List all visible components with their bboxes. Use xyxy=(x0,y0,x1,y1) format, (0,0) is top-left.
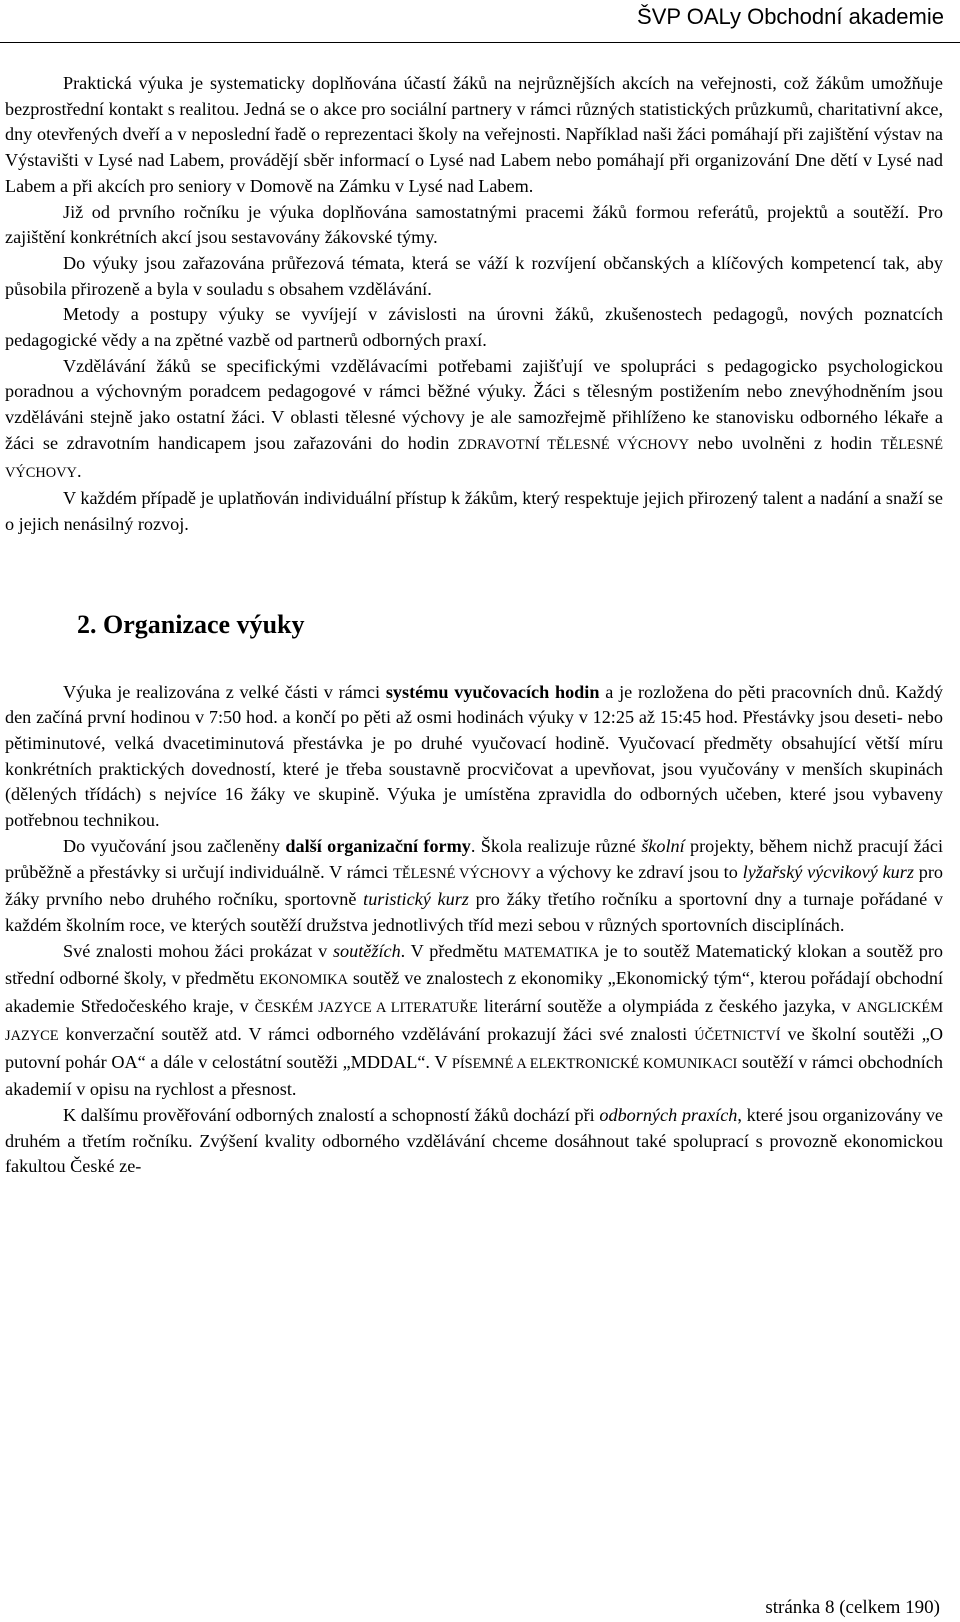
text-run: a je rozložena do pěti pracovních dnů. Každý den začíná první hodinou v 7:50 hod. a končí po pěti až osmi hodinách výuky v 12:25 až 15:45 hod. Přestávky jsou deseti- nebo pětiminutové, velká dvacetiminutová přestávka je po druhé vyučovací hodině. Vyučovací předměty obsahující větší míru konkrétních praktických dovedností, které je třeba soustavně procvičovat a upevňovat, jsou vyučovány v menších skupinách (dělených třídách) s nejvíce 16 žáky ve skupině. Výuka je umístěna zpravidla do odborných učeben, které jsou vybaveny potřebnou technikou. xyxy=(5,681,944,831)
emphasis-bold: další organizační formy xyxy=(285,835,471,856)
paragraph: Do výuky jsou zařazována průřezová témata, která se váží k rozvíjení občanských a klíčových kompetencí tak, aby působila přirozeně a byla v souladu s obsahem vzdělávání. xyxy=(5,252,943,299)
document-body xyxy=(0,71,943,1180)
paragraph xyxy=(5,834,943,939)
paragraph: V každém případě je uplatňován individuální přístup k žákům, který respektuje jejich přirozený talent a nadání a snaží se o jejich nenásilný rozvoj. xyxy=(5,488,943,534)
section-heading: 2. Organizace výuky xyxy=(77,609,305,639)
text-run: Vzdělávání žáků se specifickými vzdělávacími potřebami zajišťují ve spolupráci s pedagogicko psychologickou poradnou a výchovným poradcem pedagogové v rámci běžné výuky. Žáci s tělesným postižením nebo znevýhodněním jsou vzděláváni stejně jako ostatní žáci. V oblasti tělesné výchovy je ale samozřejmě přihlíženo ke stanovisku odborného lékaře a žáci se zdravotním handicapem jsou zařazováni do hodin xyxy=(5,355,943,453)
text-run: je to soutěž Matematický klokan a soutěž pro střední odborné školy, v předmětu xyxy=(5,940,943,989)
page-footer-number: stránka 8 (celkem 190) xyxy=(765,1597,940,1618)
subject-name: ANGLICKÉM JAZYCE xyxy=(5,1000,943,1044)
text-run: Své znalosti mohou žáci prokázat v xyxy=(63,940,333,961)
emphasis-italic: lyžařský výcvikový kurz xyxy=(742,861,914,882)
subject-name: ÚČETNICTVÍ xyxy=(694,1027,781,1044)
page-header-title: ŠVP OALy Obchodní akademie xyxy=(637,4,944,29)
paragraph xyxy=(5,680,943,834)
text-run: pro žáky třetího ročníku a sportovní dny a turnaje pořádané v každém školním roce, ve kterých soutěží družstva jednotlivých tříd mezi sebou v různých sportovních disciplínách. xyxy=(5,889,943,935)
text-run: projekty, během nichž pracují žáci průběžně a přestávky si určují individuálně. V rámci xyxy=(5,835,943,882)
text-run: konverzační soutěž atd. V rámci odborného vzdělávání prokazují žáci své znalosti xyxy=(58,1023,695,1044)
subject-name: TĚLESNÉ VÝCHOVY xyxy=(393,865,531,882)
paragraph: Praktická výuka je systematicky doplňována účastí žáků na nejrůznějších akcích na veřejnosti, což žákům umožňuje bezprostřední kontakt s realitou. Jedná se o akce pro sociální partnery v rámci různých statistických průzkumů, charitativní akce, dny otevřených dveří a v neposlední řadě o reprezentaci školy na veřejnosti. Například naši žáci pomáhají při zajištění výstav na Výstavišti v Lysé nad Labem, provádějí sběr informací o Lysé nad Labem nebo pomáhají při organizování Dne dětí v Lysé nad Labem a při akcích pro seniory v Domově na Zámku v Lysé nad Labem. xyxy=(5,73,943,196)
text-run: . Škola realizuje různé xyxy=(470,835,642,856)
text-run: literární soutěže a olympiáda z českého jazyka, v xyxy=(477,996,857,1017)
subject-name: ČESKÉM JAZYCE A LITERATUŘE xyxy=(254,1000,478,1017)
text-run: Do vyučování jsou začleněny xyxy=(63,835,286,856)
text-run: Výuka je realizována z velké části v rámci xyxy=(63,681,386,702)
paragraph: Metody a postupy výuky se vyvíjejí v závislosti na úrovni žáků, zkušenostech pedagogů, nových poznatcích pedagogické vědy a na zpětné vazbě od partnerů odborných praxí. xyxy=(5,304,943,351)
subject-name: TĚLESNÉ VÝCHOVY xyxy=(5,436,943,481)
paragraph xyxy=(5,354,943,487)
text-run: , které jsou organizovány ve druhém a třetím ročníku. Zvýšení kvality odborného vzdělávání chceme dosáhnout také spoluprací s provozně ekonomickou fakultou České ze- xyxy=(5,1104,944,1177)
emphasis-italic: školní xyxy=(641,835,685,856)
subject-name: PÍSEMNÉ A ELEKTRONICKÉ KOMUNIKACI xyxy=(451,1055,738,1072)
paragraph xyxy=(5,939,943,1103)
paragraph xyxy=(5,1103,943,1180)
section-2 xyxy=(0,680,943,1180)
subject-name: MATEMATIKA xyxy=(503,944,599,961)
text-run: nebo uvolněni z hodin xyxy=(689,432,881,453)
text-run: soutěž ve znalostech z ekonomiky „Ekonomický tým“, kterou pořádají obchodní akademie Středočeského kraje, v xyxy=(5,968,943,1017)
subject-name: ZDRAVOTNÍ TĚLESNÉ VÝCHOVY xyxy=(457,436,690,453)
subject-name: EKONOMIKA xyxy=(259,972,348,989)
text-run: . xyxy=(76,460,82,481)
text-run: soutěží v rámci obchodních akademií v opisu na rychlost a přesnost. xyxy=(5,1051,943,1100)
text-run: ve školní soutěži „O putovní pohár OA“ a dále v celostátní soutěži „MDDAL“. V xyxy=(5,1023,943,1072)
emphasis-italic: odborných praxích xyxy=(599,1104,738,1125)
text-run: a výchovy ke zdraví jsou to xyxy=(531,861,743,882)
paragraph: Již od prvního ročníku je výuka doplňována samostatnými pracemi žáků formou referátů, projektů a soutěží. Pro zajištění konkrétních akcí jsou sestavovány žákovské týmy. xyxy=(5,201,943,248)
text-run: pro žáky prvního nebo druhého ročníku, sportovně xyxy=(5,861,944,910)
section-1 xyxy=(0,71,943,538)
text-run: K dalšímu prověřování odborných znalostí a schopností žáků dochází při xyxy=(63,1104,600,1125)
emphasis-bold: systému vyučovacích hodin xyxy=(385,681,600,702)
header-divider xyxy=(0,42,960,43)
text-run: . V předmětu xyxy=(400,940,504,961)
emphasis-italic: soutěžích xyxy=(332,940,401,961)
emphasis-italic: turistický kurz xyxy=(363,889,469,910)
